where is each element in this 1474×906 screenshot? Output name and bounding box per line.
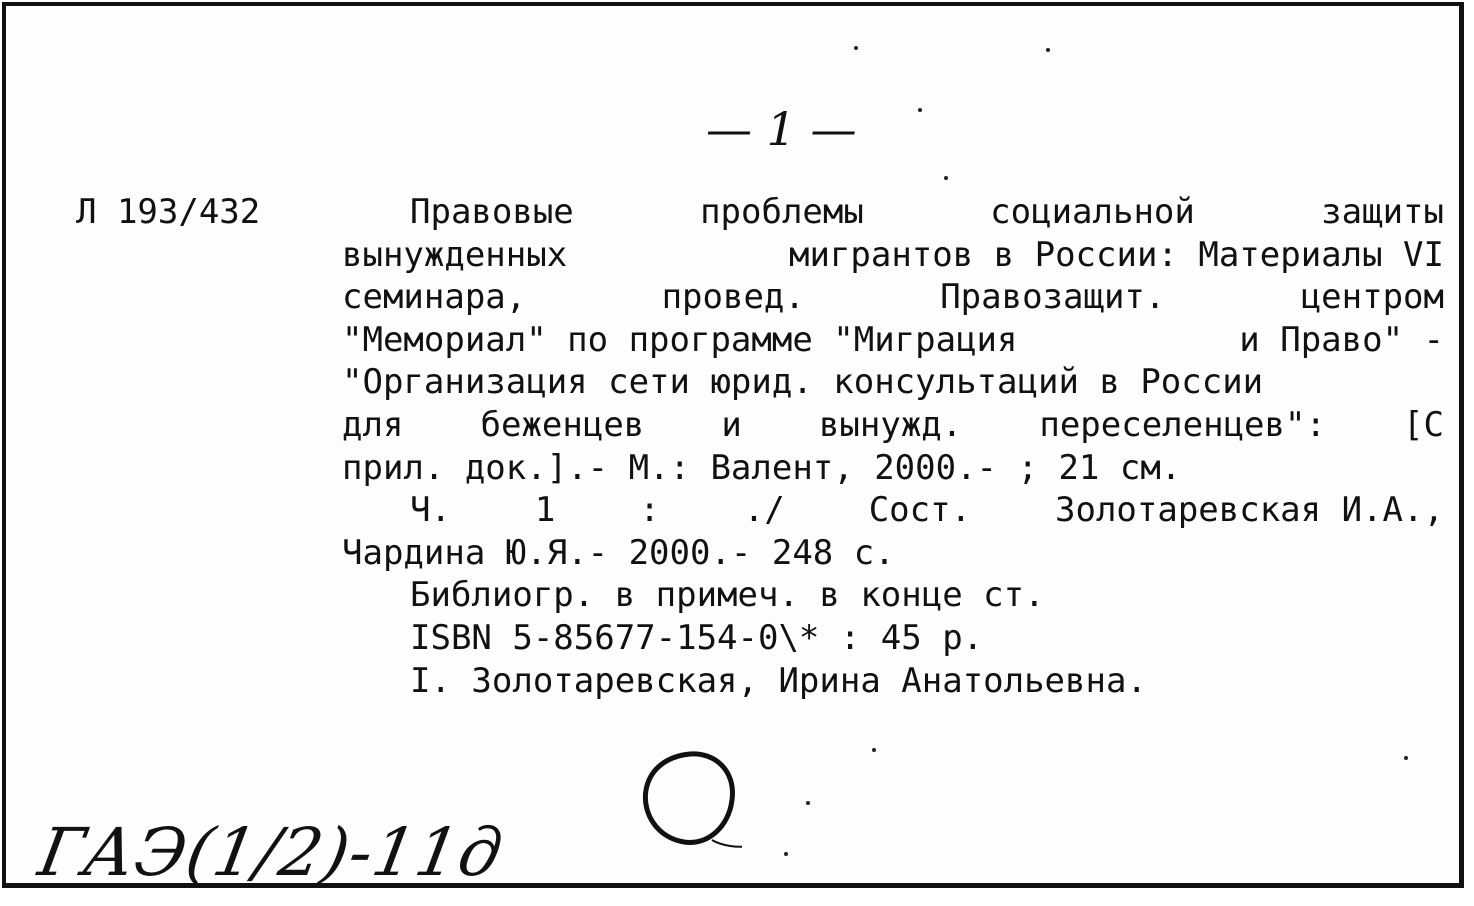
text-segment: защиты [1321, 192, 1444, 232]
text-segment: "Организация сети юрид. консультаций в России [342, 362, 1264, 403]
entry-line [342, 320, 1444, 360]
shelfmark: Л 193/432 [76, 192, 261, 232]
text-segment: вынужд. [818, 405, 963, 445]
text-segment: "Мемориал" по программе "Миграция [342, 319, 1018, 360]
handwritten-shelf-code: ГАЭ(1/2)-11д [33, 814, 509, 891]
note-line [410, 575, 1045, 615]
text-segment: Ч. [410, 490, 451, 531]
text-segment: вынужденных [342, 234, 568, 275]
punch-hole [642, 748, 742, 863]
note-line [410, 661, 1147, 701]
text-segment: Сост. [868, 490, 972, 531]
catalog-card [2, 2, 1464, 891]
text-segment: центром [1300, 277, 1444, 318]
text-segment: для [342, 405, 404, 445]
text-segment: провед. [661, 277, 805, 318]
text-segment: ISBN 5-85677-154-0\* : 45 р. [410, 618, 984, 658]
text-segment: I. Золотаревская, Ирина Анатольевна. [410, 660, 1147, 701]
text-segment: Правозащит. [940, 277, 1166, 318]
entry-line [342, 235, 1444, 275]
text-segment: проблемы [700, 192, 864, 232]
text-segment: и [721, 405, 742, 445]
text-segment: и Право" - [1239, 319, 1444, 360]
page-number: — 1 — [706, 102, 857, 156]
text-segment: мигрантов в России: Материалы VI [788, 234, 1444, 275]
text-segment: прил. док.].- М.: Валент, 2000.- ; 21 см. [342, 447, 1182, 488]
text-segment: семинара, [342, 277, 527, 318]
entry-line [342, 362, 1263, 402]
note-line [410, 618, 983, 658]
part-line [410, 490, 1444, 530]
entry-line [410, 192, 1444, 232]
text-segment: [С [1403, 405, 1444, 445]
text-segment: социальной [990, 192, 1195, 232]
entry-line [342, 448, 1181, 488]
text-segment: Библиогр. в примеч. в конце ст. [410, 575, 1045, 616]
text-segment: беженцев [480, 405, 645, 445]
text-segment: Золотаревская И.А., [1055, 490, 1444, 531]
part-line [342, 533, 895, 573]
entry-line [342, 277, 1444, 317]
text-segment: переселенцев": [1039, 405, 1326, 445]
text-segment: : [639, 490, 660, 531]
text-segment: Правовые [410, 192, 574, 232]
text-segment: ./ [743, 490, 785, 531]
text-segment: Чардина Ю.Я.- 2000.- 248 с. [342, 532, 895, 573]
entry-line [342, 405, 1444, 445]
text-segment: 1 [534, 490, 556, 531]
